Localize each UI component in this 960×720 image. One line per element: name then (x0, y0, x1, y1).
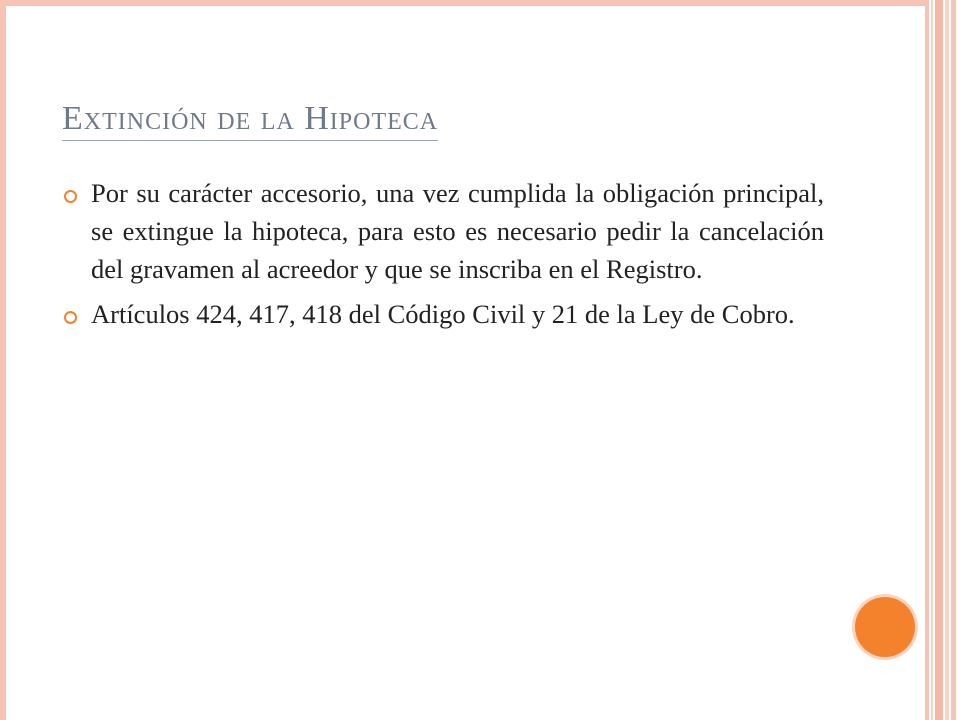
slide-title: Extinción de la Hipoteca (62, 100, 438, 141)
decorative-stripe (931, 0, 933, 720)
bullet-text: Artículos 424, 417, 418 del Código Civil y 21 de la Ley de Cobro. (91, 299, 795, 329)
bullet-text: Por su carácter accesorio, una vez cumplida la obligación principal, se extingue la hipoteca, para esto es necesario pedir la cancelación del gravamen al acreedor y que se inscriba en el Registro. (91, 178, 824, 284)
slide-content (62, 174, 824, 340)
bullet-circle-icon (64, 190, 77, 203)
bullet-circle-icon (64, 311, 77, 324)
orange-circle-icon (855, 597, 915, 657)
bullet-item (62, 295, 824, 333)
decorative-stripe (945, 0, 949, 720)
decorative-stripe (935, 0, 943, 720)
bullet-item (62, 174, 824, 288)
decorative-stripe (951, 0, 956, 720)
